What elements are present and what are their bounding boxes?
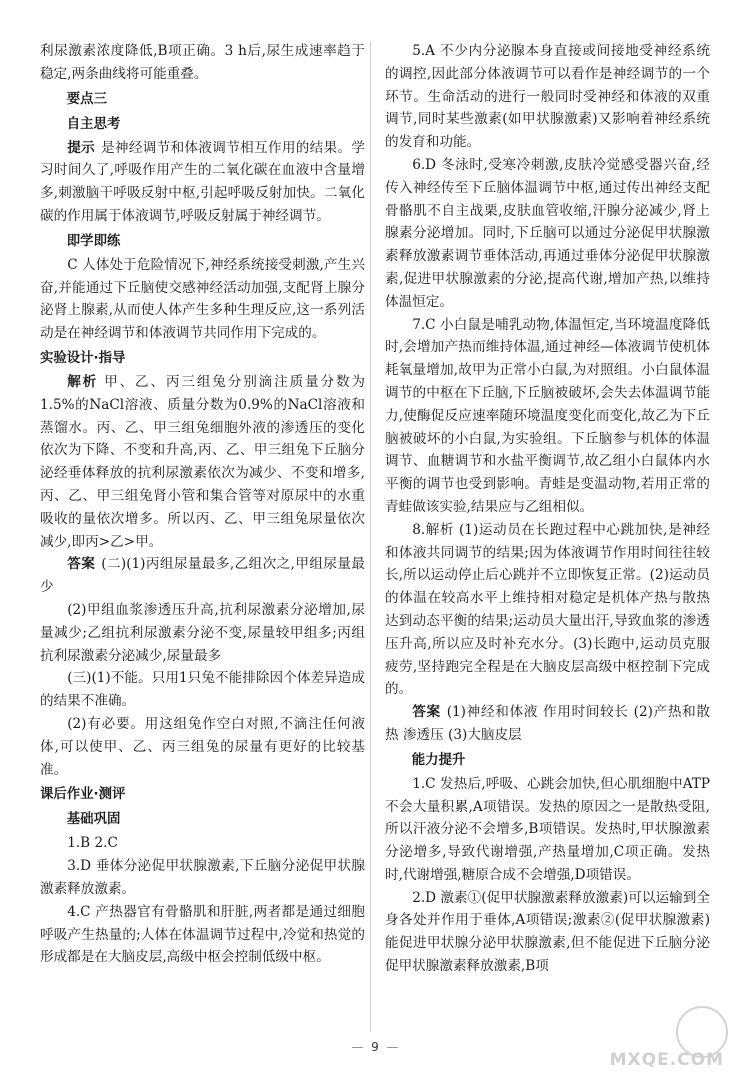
section-heading: 基础巩固 [66,812,121,828]
paragraph: 5.A 不少内分泌腺本身直接或间接地受神经系统的调控,因此部分体液调节可以看作是神经调节的一个环节。生命活动的进行一般同时受神经和体液的双重调节,同时某些激素(如甲状腺激素)又影响着神经系统的发育和功能。 [385,43,710,151]
right-column [385,40,710,978]
page-number-value: 9 [371,1040,379,1054]
watermark-text: MXQE.COM [609,1050,724,1070]
paragraph-text: (二)(1)丙组尿量最多,乙组次之,甲组尿量最少 [40,556,365,596]
paragraph-keyword: 解析 [67,373,99,390]
paragraph-text: 是神经调节和体液调节相互作用的结果。学习时间久了,呼吸作用产生的二氧化碳在血液中含量增多,刺激脑干呼吸反射中枢,引起呼吸反射加快。二氧化碳的作用属于体液调节,呼吸反射属于神经调节。 [40,139,366,224]
column-divider [370,42,371,1032]
paragraph-keyword: 答案 [67,556,96,573]
paragraph: 8.解析 (1)运动员在长跑过程中心跳加快,是神经和体液共同调节的结果;因为体液调节作用时间往往较长,所以运动停止后心跳并不立即恢复正常。(2)运动员的体温在较高水平上维持相对稳定是机体产热与散热达到动态平衡的结果;运动员大量出汗,导致血浆的渗透压升高,所以应及时补充水分。(3)长跑中,运动员克服疲劳,坚持跑完全程是在大脑皮层高级中枢控制下完成的。 [385,521,710,698]
paragraph: 4.C 产热器官有骨骼肌和肝脏,两者都是通过细胞呼吸产生热量的;人体在体温调节过程中,冷觉和热觉的形成都是在大脑皮层,高级中枢会控制低级中枢。 [40,903,365,966]
left-column [40,40,365,969]
paragraph-keyword: 提示 [67,139,96,156]
labeled-paragraph [385,701,710,747]
page-number: — 9 — [351,1040,399,1054]
paragraph: 利尿激素浓度降低,B项正确。3 h后,尿生成速率趋于稳定,两条曲线将可能重叠。 [40,43,365,82]
labeled-paragraph [40,371,365,553]
paragraph: (三)(1)不能。只用1只兔不能排除因个体差异造成的结果不准确。 [40,670,365,710]
watermark-logo [582,1010,732,1070]
paragraph: 3.D 垂体分泌促甲状腺激素,下丘脑分泌促甲状腺激素释放激素。 [40,858,365,897]
section-heading: 要点三 [66,91,107,107]
labeled-paragraph [40,553,365,599]
paragraph: (2)有必要。用这组兔作空白对照,不滴注任何液体,可以使甲、乙、丙三组兔的尿量有更好的比较基准。 [40,715,365,778]
paragraph-text: 甲、乙、丙三组兔分别滴注质量分数为1.5%的NaCl溶液、质量分数为0.9%的NaCl溶液和蒸馏水。丙、乙、甲三组兔细胞外液的渗透压的变化依次为下降、不变和升高,丙、乙、甲三组兔下丘脑分泌经垂体释放的抗利尿激素依次为减少、不变和增多,丙、乙、甲三组兔肾小管和集合管等对原尿中的水重吸收的量依次增多。所以丙、乙、甲三组兔尿量依次减少,即丙>乙>甲。 [40,373,366,550]
paragraph: 7.C 小白鼠是哺乳动物,体温恒定,当环境温度降低时,会增加产热而维持体温,通过神经—体液调节使机体耗氧量增加,故甲为正常小白鼠,为对照组。小白鼠体温调节的中枢在下丘脑,下丘脑被破坏,会失去体温调节能力,使酶促反应速率随环境温度变化而变化,故乙为下丘脑被破坏的小白鼠,为实验组。下丘脑参与机体的体温调节、血糖调节和水盐平衡调节,故乙组小白鼠体内水平衡的调节也受到影响。青蛙是变温动物,若用正常的青蛙做该实验,结果应与乙组相似。 [385,316,710,515]
section-heading: 即学即练 [66,233,121,249]
section-heading: 课后作业·测评 [40,787,126,803]
paragraph: C 人体处于危险情况下,神经系统接受刺激,产生兴奋,并能通过下丘脑使交感神经活动加强,支配肾上腺分泌肾上腺素,从而使人体产生多种生理反应,这一系列活动是在神经调节和体液调节共同作用下完成的。 [40,256,365,342]
section-heading: 自主思考 [66,116,121,132]
paragraph: 1.B 2.C [67,835,118,852]
paragraph: (2)甲组血浆渗透压升高,抗利尿激素分泌增加,尿量减少;乙组抗利尿激素分泌不变,尿量较甲组多;丙组抗利尿激素分泌减少,尿量最多 [40,601,365,664]
section-heading: 能力提升 [411,752,466,768]
section-heading: 实验设计·指导 [40,350,126,366]
paragraph-keyword: 答案 [412,704,441,721]
paragraph: 1.C 发热后,呼吸、心跳会加快,但心肌细胞中ATP不会大量积累,A项错误。发热的原因之一是散热受阻,所以汗液分泌不会增多,B项错误。发热时,甲状腺激素分泌增多,导致代谢增强,产热量增加,C项正确。发热时,代谢增强,糖原合成不会增强,D项错误。 [385,775,710,883]
paragraph: 6.D 冬泳时,受寒冷刺激,皮肤冷觉感受器兴奋,经传入神经传至下丘脑体温调节中枢,通过传出神经支配骨骼肌不自主战栗,皮肤血管收缩,汗腺分泌减少,肾上腺素分泌增加。同时,下丘脑可以通过分泌促甲状腺激素释放激素调节垂体活动,再通过垂体分泌促甲状腺激素,促进甲状腺激素的分泌,提高代谢,增加产热,以维持体温恒定。 [385,156,710,310]
paragraph-text: (1)神经和体液 作用时间较长 (2)产热和散热 渗透压 (3)大脑皮层 [385,704,710,743]
paragraph: 2.D 激素①(促甲状腺激素释放激素)可以运输到全身各处并作用于垂体,A项错误;激素②(促甲状腺激素)能促进甲状腺分泌甲状腺激素,但不能促进下丘脑分泌促甲状腺激素释放激素,B项 [385,889,710,975]
labeled-paragraph [40,137,365,228]
